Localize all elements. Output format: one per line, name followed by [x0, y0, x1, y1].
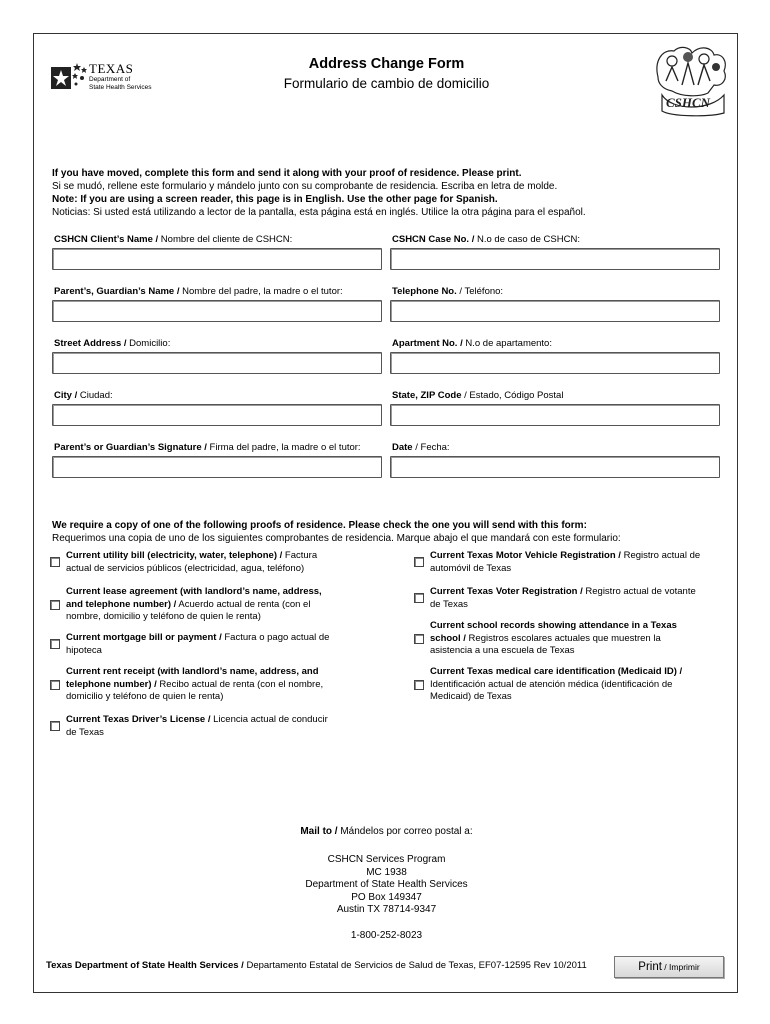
street-address-label [54, 338, 170, 349]
proof-label-line [430, 620, 677, 633]
vehicle-registration-label [430, 550, 700, 575]
case-number-label-bold: CSHCN Case No. / [392, 234, 475, 245]
address-line: Department of State Health Services [305, 879, 468, 890]
form-title-spanish: Formulario de cambio de domicilio [283, 76, 490, 91]
medicaid-id-checkbox[interactable] [414, 680, 424, 690]
proof-label-line [430, 645, 677, 658]
intro-line1-en: If you have moved, complete this form and send it along with your proof of residence. Please print. [52, 168, 522, 179]
city-label-bold: City / [54, 390, 78, 401]
proofs-heading-en: We require a copy of one of the following proofs of residence. Please check the one you will send with this form: [52, 520, 587, 531]
proof-label-bold: Current lease agreement (with landlord’s name, address, [66, 586, 322, 597]
state-zip-label-text: / Estado, Código Postal [461, 390, 564, 401]
proof-label-text: Factura o pago actual de [221, 632, 330, 643]
intro-line1-es: Si se mudó, rellene este formulario y mándelo junto con su comprobante de residencia. Escriba en letra de molde. [52, 181, 558, 192]
proofs-heading [52, 519, 621, 545]
proof-label-bold: Current rent receipt (with landlord’s name, address, and [66, 666, 319, 677]
proof-label-bold: Current mortgage bill or payment / [66, 632, 222, 643]
client-name-label [54, 234, 292, 245]
proof-label-text: Recibo actual de renta (con el nombre, [156, 678, 324, 690]
proof-label-bold: Current Texas medical care identification (Medicaid ID) / [430, 666, 683, 677]
mail-to-bold: Mail to / [300, 826, 338, 837]
proof-label-line [430, 691, 682, 704]
cshcn-children-icon [652, 41, 730, 117]
date-label-text: / Fecha: [412, 442, 450, 453]
state-zip-label-bold: State, ZIP Code [392, 390, 462, 401]
address-line: CSHCN Services Program [327, 854, 446, 865]
proof-label-bold: school / [430, 632, 466, 644]
mail-to-label [34, 826, 739, 837]
utility-bill-label [66, 550, 317, 575]
proof-label-text: de Texas [66, 726, 104, 738]
intro-line2-es: Noticias: Si usted está utilizando a lector de la pantalla, esta página está en inglés. Utilice la otra página para el español. [52, 207, 586, 218]
city-label [54, 390, 113, 401]
guardian-signature-field[interactable] [52, 456, 382, 478]
proof-label-text: nombre, domicilio y teléfono de quien le renta) [66, 611, 261, 622]
proof-label-line [66, 599, 322, 612]
utility-bill-checkbox[interactable] [50, 557, 60, 567]
medicaid-id-label [430, 666, 682, 704]
voter-registration-checkbox[interactable] [414, 593, 424, 603]
lease-agreement-label [66, 586, 322, 624]
proof-label-text: Licencia actual de conducir [210, 714, 328, 725]
proof-label-line [66, 563, 317, 576]
footer-rest: Departamento Estatal de Servicios de Salud de Texas, EF07-12595 Rev 10/2011 [243, 960, 587, 971]
case-number-label [392, 234, 580, 245]
proof-label-line [430, 586, 696, 599]
vehicle-registration-checkbox[interactable] [414, 557, 424, 567]
city-label-text: Ciudad: [77, 390, 113, 401]
proof-label-text: asistencia a una escuela de Texas [430, 645, 575, 656]
proof-label-text: Registro actual de votante [582, 586, 696, 597]
proof-label-bold: Current Texas Motor Vehicle Registration / [430, 550, 621, 561]
proof-label-text: automóvil de Texas [430, 562, 512, 574]
proof-label-text: domicilio y teléfono de quien le renta) [66, 691, 224, 702]
proof-label-text: Acuerdo actual de renta (con el [176, 598, 311, 610]
proof-label-line [66, 586, 322, 599]
address-line: MC 1938 [366, 866, 407, 878]
cshcn-logo-text: CSHCN [666, 95, 711, 110]
proof-label-line [430, 679, 682, 692]
street-address-label-text: Domicilio: [126, 338, 171, 349]
guardian-signature-label-text: Firma del padre, la madre o el tutor: [206, 442, 361, 453]
city-field[interactable] [52, 404, 382, 426]
proof-label-line [66, 632, 329, 645]
proof-label-text: Registro actual de [620, 550, 701, 561]
proof-label-bold: Current school records showing attendance in a Texas [430, 620, 677, 631]
date-field[interactable] [390, 456, 720, 478]
telephone-label-bold: Telephone No. [392, 286, 457, 297]
street-address-field[interactable] [52, 352, 382, 374]
form-title: Address Change Form [308, 56, 465, 72]
proof-label-line [66, 666, 323, 679]
state-zip-label [392, 390, 563, 401]
proof-label-line [430, 599, 696, 612]
date-label-bold: Date [392, 442, 413, 453]
proof-label-line [66, 645, 329, 658]
proof-label-line [66, 611, 322, 624]
voter-registration-label [430, 586, 696, 611]
guardian-name-label [54, 286, 343, 297]
proof-label-text: hipoteca [66, 644, 102, 656]
proof-label-bold: Current Texas Driver’s License / [66, 714, 211, 725]
street-address-label-bold: Street Address / [54, 338, 127, 349]
guardian-name-label-bold: Parent’s, Guardian’s Name / [54, 286, 180, 297]
mortgage-bill-checkbox[interactable] [50, 639, 60, 649]
date-label [392, 442, 450, 453]
apartment-number-field[interactable] [390, 352, 720, 374]
print-label: Print [638, 961, 662, 973]
mortgage-bill-label [66, 632, 329, 657]
proof-label-bold: and telephone number) / [66, 598, 177, 610]
logo-dept-line2: State Health Services [89, 84, 152, 91]
guardian-signature-label [54, 442, 361, 453]
proofs-heading-es: Requerimos una copia de uno de los siguientes comprobantes de residencia. Marque abajo el que mandará con este formulario: [52, 533, 621, 544]
proof-label-line [66, 714, 328, 727]
address-line: Austin TX 78714-9347 [336, 904, 437, 915]
phone-number: 1-800-252-8023 [350, 930, 423, 941]
proof-label-text: Registros escolares actuales que muestren la [465, 632, 661, 644]
proof-label-text: actual de servicios públicos (electricidad, agua, teléfono) [66, 562, 305, 574]
proof-label-bold: Current Texas Voter Registration / [430, 586, 583, 597]
print-label-spanish: / Imprimir [661, 962, 700, 972]
footer-bold: Texas Department of State Health Services / [46, 960, 244, 971]
case-number-field[interactable] [390, 248, 720, 270]
apartment-number-label [392, 338, 552, 349]
rent-receipt-checkbox[interactable] [50, 680, 60, 690]
logo-texas-text: TEXAS [89, 61, 134, 76]
intro-line2-en: Note: If you are using a screen reader, this page is in English. Use the other page for Spanish. [52, 194, 498, 205]
client-name-label-text: Nombre del cliente de CSHCN: [158, 234, 293, 245]
proof-label-line [430, 550, 700, 563]
school-records-label [430, 620, 677, 658]
form-page [33, 33, 738, 993]
telephone-label [392, 286, 503, 297]
drivers-license-checkbox[interactable] [50, 721, 60, 731]
state-zip-field[interactable] [390, 404, 720, 426]
proof-label-line [430, 563, 700, 576]
proof-label-line [66, 550, 317, 563]
proof-label-line [66, 727, 328, 740]
telephone-label-text: / Teléfono: [456, 286, 504, 297]
case-number-label-text: N.o de caso de CSHCN: [474, 234, 580, 245]
proof-label-text: Factura [282, 550, 318, 561]
guardian-signature-label-bold: Parent’s or Guardian’s Signature / [54, 442, 207, 453]
proof-label-line [430, 633, 677, 646]
client-name-label-bold: CSHCN Client’s Name / [54, 234, 159, 245]
client-name-field[interactable] [52, 248, 382, 270]
lease-agreement-checkbox[interactable] [50, 600, 60, 610]
intro-instructions [52, 167, 586, 219]
mailing-address [34, 854, 739, 917]
telephone-field[interactable] [390, 300, 720, 322]
print-button[interactable] [614, 956, 724, 978]
mail-to-rest: Mándelos por correo postal a: [337, 826, 473, 837]
proof-label-text: Identificación actual de atención médica (identificación de [430, 678, 673, 690]
proof-label-line [66, 679, 323, 692]
apartment-number-label-bold: Apartment No. / [392, 338, 463, 349]
proof-label-bold: telephone number) / [66, 678, 157, 690]
drivers-license-label [66, 714, 328, 739]
footer-text [46, 960, 587, 971]
proof-label-text: de Texas [430, 598, 468, 610]
rent-receipt-label [66, 666, 323, 704]
cshcn-logo [652, 41, 730, 117]
proof-label-bold: Current utility bill (electricity, water, telephone) / [66, 550, 283, 561]
guardian-name-label-text: Nombre del padre, la madre o el tutor: [179, 286, 343, 297]
school-records-checkbox[interactable] [414, 634, 424, 644]
apartment-number-label-text: N.o de apartamento: [462, 338, 552, 349]
logo-dept-line1: Department of [89, 76, 131, 83]
proof-label-line [430, 666, 682, 679]
proof-label-line [66, 691, 323, 704]
address-line: PO Box 149347 [351, 891, 422, 903]
proof-label-text: Medicaid) de Texas [430, 691, 512, 702]
guardian-name-field[interactable] [52, 300, 382, 322]
